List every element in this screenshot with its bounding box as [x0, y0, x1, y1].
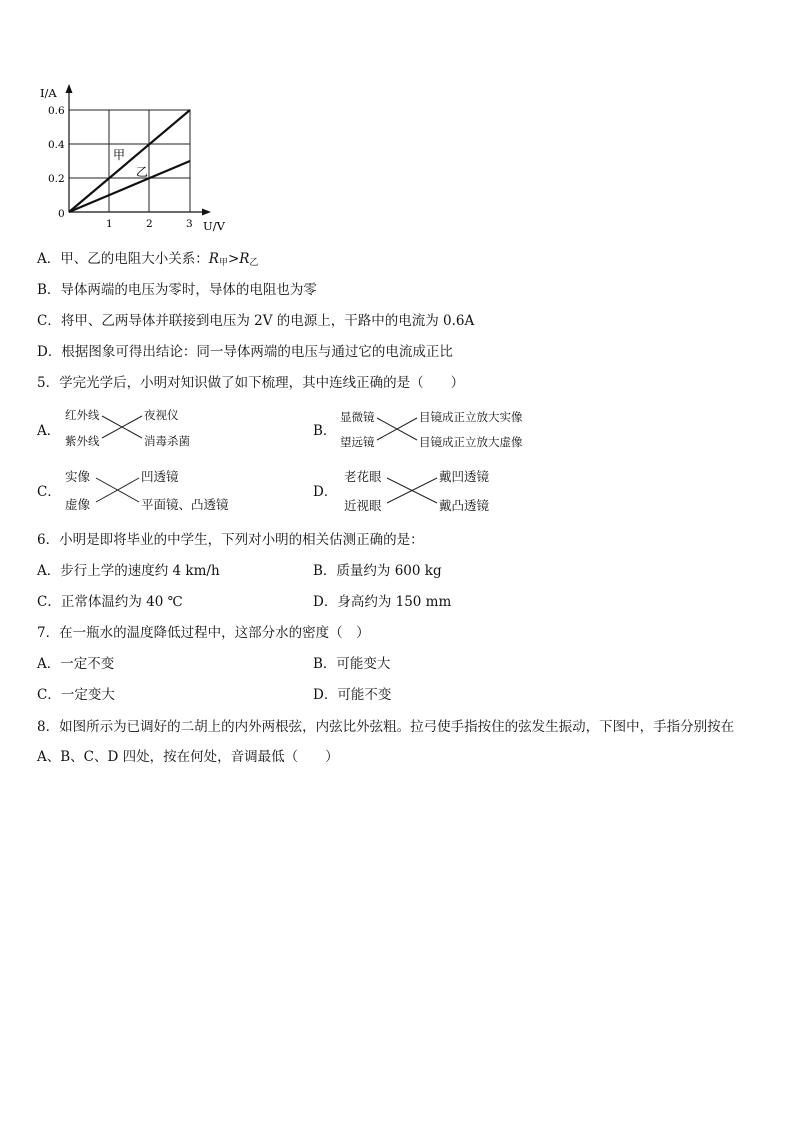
- q7-option-d: D．可能不变: [313, 687, 392, 703]
- q5-b-right-top: 目镜成正立放大实像: [419, 410, 523, 424]
- q5-a-left-top: 红外线: [65, 408, 100, 422]
- greater-than-sign: >: [227, 251, 240, 267]
- q8-stem-line1: 8．如图所示为已调好的二胡上的内外两根弦，内弦比外弦粗。拉弓使手指按住的弦发生振动，下图中，手指分别按在: [37, 719, 735, 735]
- q5-d-right-bottom: 戴凸透镜: [439, 498, 490, 513]
- series-label-yi: 乙: [136, 165, 149, 179]
- x-axis-label: U/V: [203, 219, 225, 233]
- x-tick-1: 1: [106, 218, 113, 230]
- q5-b-right-bottom: 目镜成正立放大虚像: [419, 435, 523, 449]
- q5-option-d-label: D．: [313, 484, 338, 500]
- y-axis-arrow-icon: [66, 84, 73, 93]
- q5-c-cross-lines: [94, 470, 142, 508]
- iu-graph: [30, 80, 230, 240]
- x-axis-arrow-icon: [202, 209, 211, 216]
- q5-b-left-bottom: 望远镜: [340, 435, 375, 449]
- q5-a-right-top: 夜视仪: [144, 408, 179, 422]
- r-subscript-yi: 乙: [249, 258, 259, 268]
- q4-option-d: D．根据图象可得出结论：同一导体两端的电压与通过它的电流成正比: [37, 344, 453, 360]
- q6-stem: 6．小明是即将毕业的中学生，下列对小明的相关估测正确的是：: [37, 532, 424, 548]
- x-tick-3: 3: [186, 218, 193, 230]
- q5-a-left-bottom: 紫外线: [65, 434, 100, 448]
- r-symbol-1: R: [208, 251, 219, 267]
- q7-option-c: C．一定变大: [37, 687, 115, 703]
- q5-d-left-top: 老花眼: [344, 469, 382, 484]
- x-tick-2: 2: [146, 218, 153, 230]
- q5-option-b-label: B．: [313, 423, 337, 439]
- series-line-yi: [69, 161, 190, 212]
- y-tick-0-2: 0.2: [48, 173, 65, 185]
- y-tick-0-4: 0.4: [48, 139, 65, 151]
- r-subscript-jia: 甲: [218, 258, 228, 268]
- q6-option-c: C．正常体温约为 40 ℃: [37, 594, 183, 610]
- q6-option-b: B．质量约为 600 kg: [313, 563, 442, 579]
- q5-option-a-label: A．: [37, 423, 61, 439]
- q7-stem: 7．在一瓶水的温度降低过程中，这部分水的密度（ ）: [37, 625, 370, 641]
- q8-stem-line2: A、B、C、D 四处，按在何处，音调最低（ ）: [37, 749, 339, 765]
- y-tick-0: 0: [58, 208, 65, 220]
- q4-option-b: B．导体两端的电压为零时，导体的电阻也为零: [37, 282, 317, 298]
- q4-option-c: C．将甲、乙两导体并联接到电压为 2V 的电源上，干路中的电流为 0.6A: [37, 313, 475, 329]
- q7-option-a: A．一定不变: [37, 656, 115, 672]
- q6-option-a: A．步行上学的速度约 4 km/h: [37, 563, 220, 579]
- y-tick-0-6: 0.6: [48, 105, 65, 117]
- q5-c-left-bottom: 虚像: [65, 497, 91, 512]
- q4-option-a-text: A．甲、乙的电阻大小关系：: [37, 251, 209, 267]
- series-line-jia: [69, 110, 190, 212]
- q5-d-right-top: 戴凹透镜: [439, 469, 490, 484]
- q5-c-left-top: 实像: [65, 469, 91, 484]
- q5-c-right-top: 凹透镜: [141, 469, 179, 484]
- r-symbol-2: R: [239, 251, 250, 267]
- q5-stem: 5．学完光学后，小明对知识做了如下梳理，其中连线正确的是（ ）: [37, 375, 465, 391]
- q5-a-right-bottom: 消毒杀菌: [144, 434, 190, 448]
- q5-c-right-bottom: 平面镜、凸透镜: [141, 497, 229, 512]
- q4-option-a: [37, 250, 258, 272]
- q5-d-cross-lines: [385, 470, 440, 510]
- q5-b-cross-lines: [375, 410, 420, 446]
- q7-option-b: B．可能变大: [313, 656, 391, 672]
- q6-option-d: D．身高约为 150 mm: [313, 594, 452, 610]
- y-axis-label: I/A: [40, 86, 57, 100]
- q5-d-left-bottom: 近视眼: [344, 498, 382, 513]
- q5-b-left-top: 显微镜: [340, 410, 375, 424]
- q5-a-cross-lines: [100, 408, 145, 444]
- q5-option-c-label: C．: [37, 484, 61, 500]
- series-label-jia: 甲: [113, 148, 126, 162]
